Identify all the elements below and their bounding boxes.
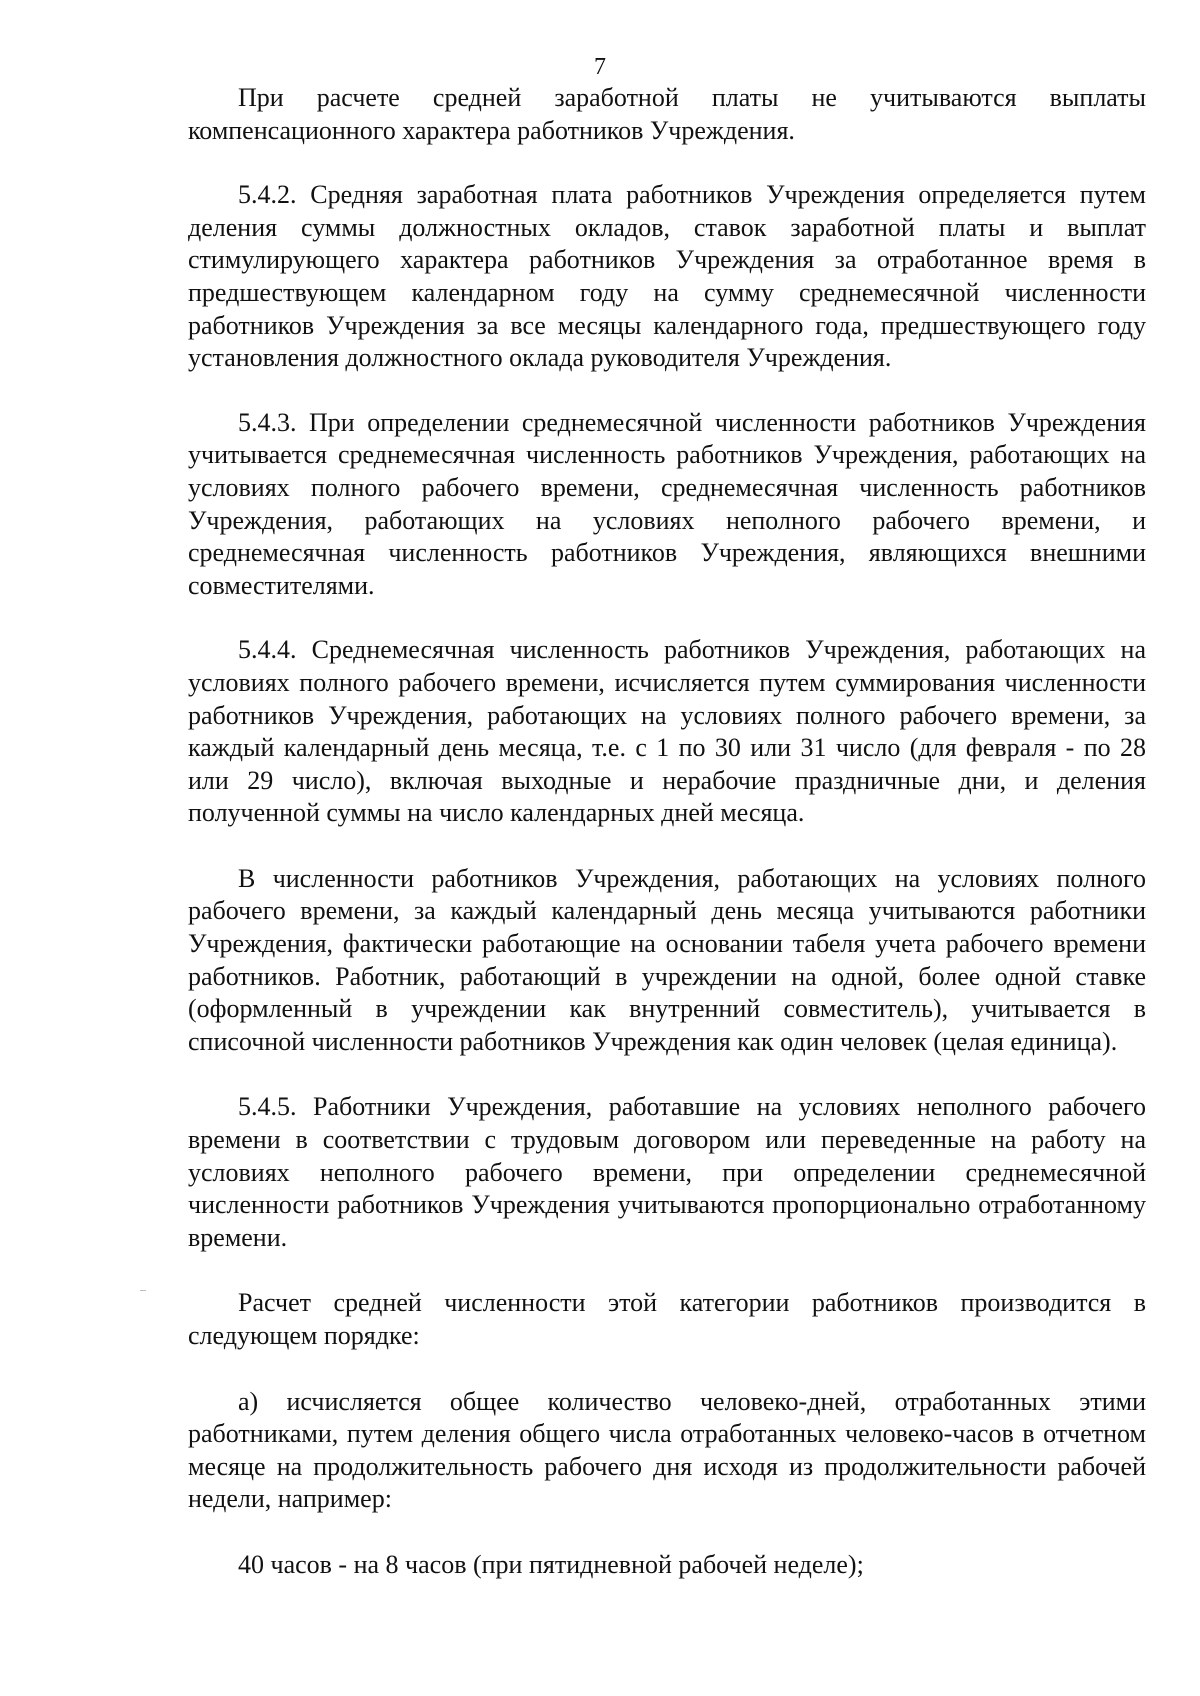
page-number: 7 [594,54,606,80]
paragraph-5-4-4: 5.4.4. Среднемесячная численность работников Учреждения, работающих на условиях полного рабочего времени, исчисляется путем суммирования численности работников Учреждения, работающих на условиях полного рабочего времени, за каждый календарный день месяца, т.е. с 1 по 30 или 31 число (для февраля - по 28 или 29 число), включая выходные и нерабочие праздничные дни, и деления полученной суммы на число календарных дней месяца. [188,635,1146,828]
paragraph-average-salary-exclusion: При расчете средней заработной платы не учитываются выплаты компенсационного характера работников Учреждения. [188,83,1146,145]
paragraph-example-40-hours: 40 часов - на 8 часов (при пятидневной рабочей неделе); [238,1549,864,1579]
paragraph-item-a: а) исчисляется общее количество человеко-дней, отработанных этими работниками, путем деления общего числа отработанных человеко-часов в отчетном месяце на продолжительность рабочего дня исходя из продолжительности рабочей недели, например: [188,1386,1146,1514]
paragraph-calculation-order: Расчет средней численности этой категории работников производится в следующем порядке: [188,1288,1146,1350]
paragraph-5-4-3: 5.4.3. При определении среднемесячной численности работников Учреждения учитывается среднемесячная численность работников Учреждения, работающих на условиях полного рабочего времени, среднемесячная численность работников Учреждения, работающих на условиях неполного рабочего времени, и среднемесячная численность работников Учреждения, являющихся внешними совместителями. [188,407,1146,600]
paragraph-5-4-5: 5.4.5. Работники Учреждения, работавшие на условиях неполного рабочего времени в соответствии с трудовым договором или переведенные на работу на условиях неполного рабочего времени, при определении среднемесячной численности работников Учреждения учитываются пропорционально отработанному времени. [188,1092,1146,1252]
paragraph-full-time-headcount: В численности работников Учреждения, работающих на условиях полного рабочего времени, за каждый календарный день месяца учитываются работники Учреждения, фактически работающие на основании табеля учета рабочего времени работников. Работник, работающий в учреждении на одной, более одной ставке (оформленный в учреждении как внутренний совместитель), учитывается в списочной численности работников Учреждения как один человек (целая единица). [188,863,1146,1056]
paragraph-5-4-2: 5.4.2. Средняя заработная плата работников Учреждения определяется путем деления суммы должностных окладов, ставок заработной платы и выплат стимулирующего характера работников Учреждения за отработанное время в предшествующем календарном году на сумму среднемесячной численности работников Учреждения за все месяцы календарного года, предшествующего году установления должностного оклада руководителя Учреждения. [188,180,1146,373]
scan-artifact [140,1290,146,1291]
document-body [188,82,1146,1582]
